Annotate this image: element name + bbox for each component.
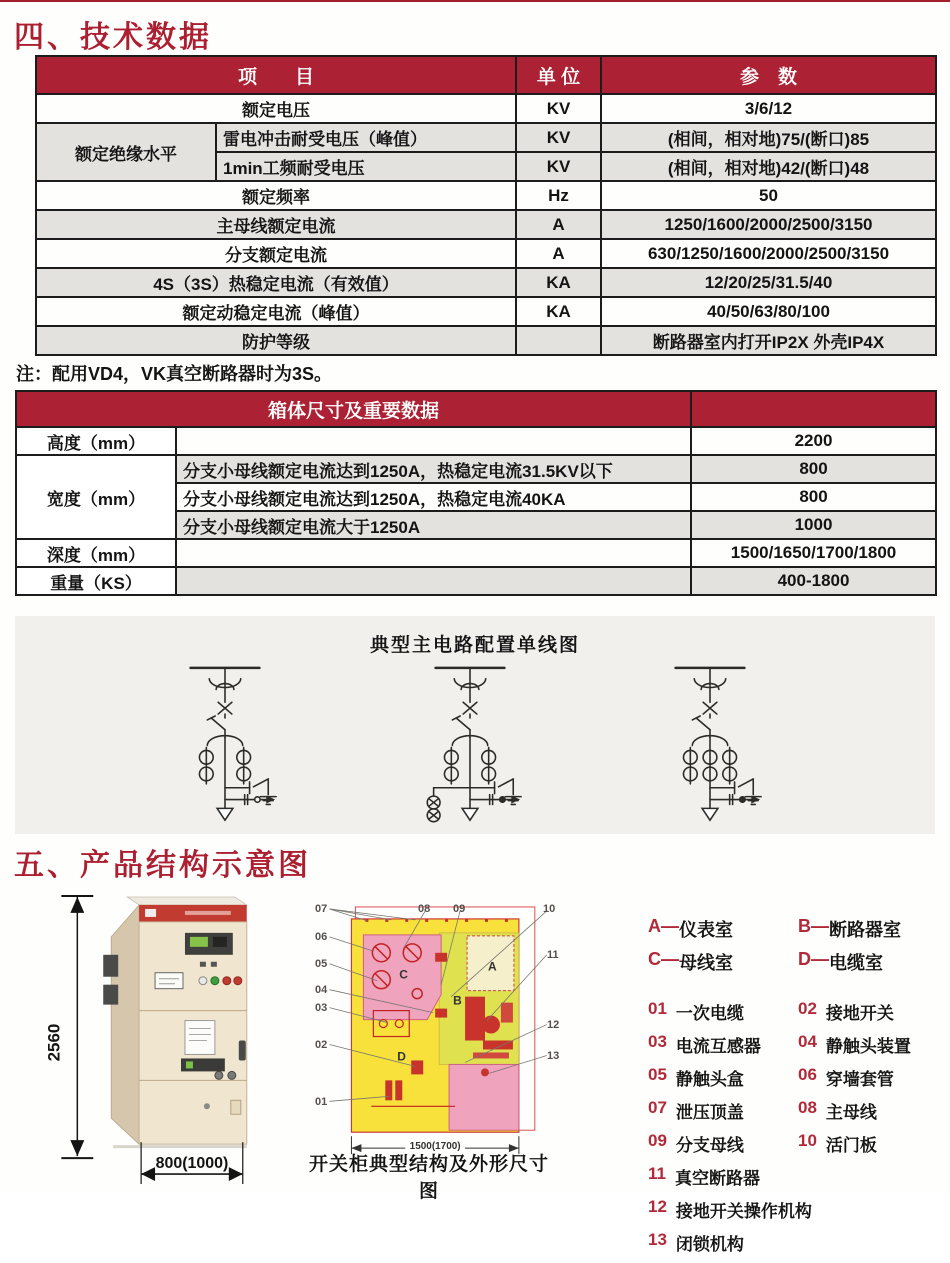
cabinet-size-table (15, 390, 937, 596)
part-item: 12 接地开关操作机构 (648, 1197, 812, 1221)
table-cell: 深度（mm） (16, 539, 176, 567)
callout-13: 13 (547, 1050, 560, 1062)
table-row (36, 94, 936, 123)
table-row (36, 239, 936, 268)
table-cell: KV (516, 94, 601, 123)
part-item: 13 闭锁机构 (648, 1230, 744, 1254)
callout-03: 03 (315, 1002, 328, 1014)
section5-title: 五、产品结构示意图 (14, 849, 311, 882)
table-cell (176, 427, 691, 455)
part-item: 10 活门板 (798, 1131, 877, 1155)
table-cell: A (516, 210, 601, 239)
parts-row (648, 1032, 948, 1057)
compartment-item: B — 断路器室 (798, 916, 901, 940)
part-item: 11 真空断路器 (648, 1164, 760, 1188)
part-item: 09 分支母线 (648, 1131, 744, 1155)
part-item: 07 泄压顶盖 (648, 1098, 744, 1122)
table-cell: 40/50/63/80/100 (601, 297, 936, 326)
table-cell: 分支小母线额定电流达到1250A，热稳定电流31.5KV以下 (176, 455, 691, 483)
table-cell: 1min工频耐受电压 (216, 152, 516, 181)
region-label-d: D (397, 1049, 406, 1064)
callout-11: 11 (547, 949, 559, 961)
parts-row (648, 1197, 948, 1222)
table-row (36, 326, 936, 355)
table-cell: 1500/1650/1700/1800 (691, 539, 936, 567)
table-cell: 宽度（mm） (16, 455, 176, 539)
table-row (36, 181, 936, 210)
table-cell: 3/6/12 (601, 94, 936, 123)
table-cell: 800 (691, 483, 936, 511)
parts-row (648, 1065, 948, 1090)
part-item: 06 穿墙套管 (798, 1065, 894, 1089)
table-cell: 12/20/25/31.5/40 (601, 268, 936, 297)
table-row (16, 427, 936, 455)
table-cell: 2200 (691, 427, 936, 455)
cabinet-photo-illustration (35, 893, 315, 1192)
part-item: 08 主母线 (798, 1098, 877, 1122)
parts-row (648, 1230, 948, 1255)
table-cell: 630/1250/1600/2000/2500/3150 (601, 239, 936, 268)
cabinet-width-dimension: 800(1000) (155, 1155, 229, 1173)
single-line-diagram-1 (150, 659, 300, 831)
cabinet-height-dimension: 2560 (44, 1023, 64, 1062)
table-cell: 重量（KS） (16, 567, 176, 595)
col-header-empty (691, 391, 936, 427)
cabinet-photo (35, 893, 315, 1192)
table-cell: 防护等级 (36, 326, 516, 355)
parts-row (648, 1131, 948, 1156)
callout-08: 08 (418, 903, 431, 915)
callout-10: 10 (543, 903, 556, 915)
region-label-c: C (399, 967, 408, 982)
table-cell: (相间，相对地)42/(断口)48 (601, 152, 936, 181)
table-cell: 主母线额定电流 (36, 210, 516, 239)
table-cell: 400-1800 (691, 567, 936, 595)
single-line-diagram-3 (635, 659, 785, 831)
callout-09: 09 (453, 903, 466, 915)
table-cell (176, 539, 691, 567)
structure-diagram-caption: 开关柜典型结构及外形尺寸图 (308, 1154, 549, 1202)
col-header-param: 参 数 (601, 56, 936, 94)
compartment-item: D — 电缆室 (798, 949, 883, 973)
table-cell: 分支小母线额定电流达到1250A，热稳定电流40KA (176, 483, 691, 511)
table-row (36, 297, 936, 326)
table-cell: KA (516, 268, 601, 297)
col-header-size: 箱体尺寸及重要数据 (16, 391, 691, 427)
table-cell: 分支额定电流 (36, 239, 516, 268)
table-cell: 高度（mm） (16, 427, 176, 455)
table-cell: KV (516, 123, 601, 152)
structure-diagram (308, 893, 650, 1202)
part-item: 01 一次电缆 (648, 999, 744, 1023)
part-item: 02 接地开关 (798, 999, 894, 1023)
table-cell: 雷电冲击耐受电压（峰值） (216, 123, 516, 152)
part-item: 05 静触头盒 (648, 1065, 744, 1089)
table-cell (516, 326, 601, 355)
part-item: 03 电流互感器 (648, 1032, 761, 1056)
parts-row (648, 1164, 948, 1189)
table-row (16, 567, 936, 595)
parts-row (648, 999, 948, 1024)
table-cell: A (516, 239, 601, 268)
region-label-b: B (453, 993, 462, 1008)
single-line-diagram-title: 典型主电路配置单线图 (369, 635, 580, 656)
col-header-unit: 单 位 (516, 56, 601, 94)
callout-07: 07 (315, 903, 328, 915)
table-cell: 断路器室内打开IP2X 外壳IP4X (601, 326, 936, 355)
table-header-row (36, 56, 936, 94)
table-row (36, 123, 936, 152)
callout-06: 06 (315, 931, 328, 943)
table-cell: 1250/1600/2000/2500/3150 (601, 210, 936, 239)
table-cell: 额定频率 (36, 181, 516, 210)
diagram-width-dimension: 1500(1700) (409, 1141, 461, 1153)
col-header-item: 项 目 (36, 56, 516, 94)
compartment-item: C — 母线室 (648, 949, 733, 973)
table-cell: 800 (691, 455, 936, 483)
structure-cross-section (315, 893, 650, 1192)
table-cell (176, 567, 691, 595)
footnote: 注：配用VD4，VK真空断路器时为3S。 (16, 364, 333, 384)
tech-data-table (35, 55, 937, 356)
table-cell: Hz (516, 181, 601, 210)
table-header-row (16, 391, 936, 427)
table-row (36, 268, 936, 297)
table-cell: 分支小母线额定电流大于1250A (176, 511, 691, 539)
single-line-diagram-panel (15, 616, 935, 834)
table-cell: KA (516, 297, 601, 326)
parts-list (648, 999, 948, 1255)
section4-title: 四、技术数据 (14, 21, 212, 54)
compartment-row (648, 949, 948, 975)
part-item: 04 静触头装置 (798, 1032, 911, 1056)
table-cell: 4S（3S）热稳定电流（有效值） (36, 268, 516, 297)
compartment-row (648, 916, 948, 942)
table-cell: 额定动稳定电流（峰值） (36, 297, 516, 326)
callout-04: 04 (315, 984, 328, 996)
single-line-diagram-2 (395, 659, 545, 831)
table-cell: 50 (601, 181, 936, 210)
table-row (16, 539, 936, 567)
table-cell: KV (516, 152, 601, 181)
callout-02: 02 (315, 1039, 328, 1051)
top-rule (0, 0, 950, 2)
table-cell: 1000 (691, 511, 936, 539)
legend (648, 916, 948, 1263)
callout-01: 01 (315, 1096, 328, 1108)
region-label-a: A (487, 959, 497, 974)
callout-12: 12 (547, 1019, 560, 1031)
callout-05: 05 (315, 958, 328, 970)
table-cell: 额定绝缘水平 (36, 123, 216, 181)
table-cell: (相间，相对地)75/(断口)85 (601, 123, 936, 152)
parts-row (648, 1098, 948, 1123)
table-row (36, 210, 936, 239)
table-row (16, 455, 936, 483)
table-cell: 额定电压 (36, 94, 516, 123)
compartment-item: A — 仪表室 (648, 916, 733, 940)
